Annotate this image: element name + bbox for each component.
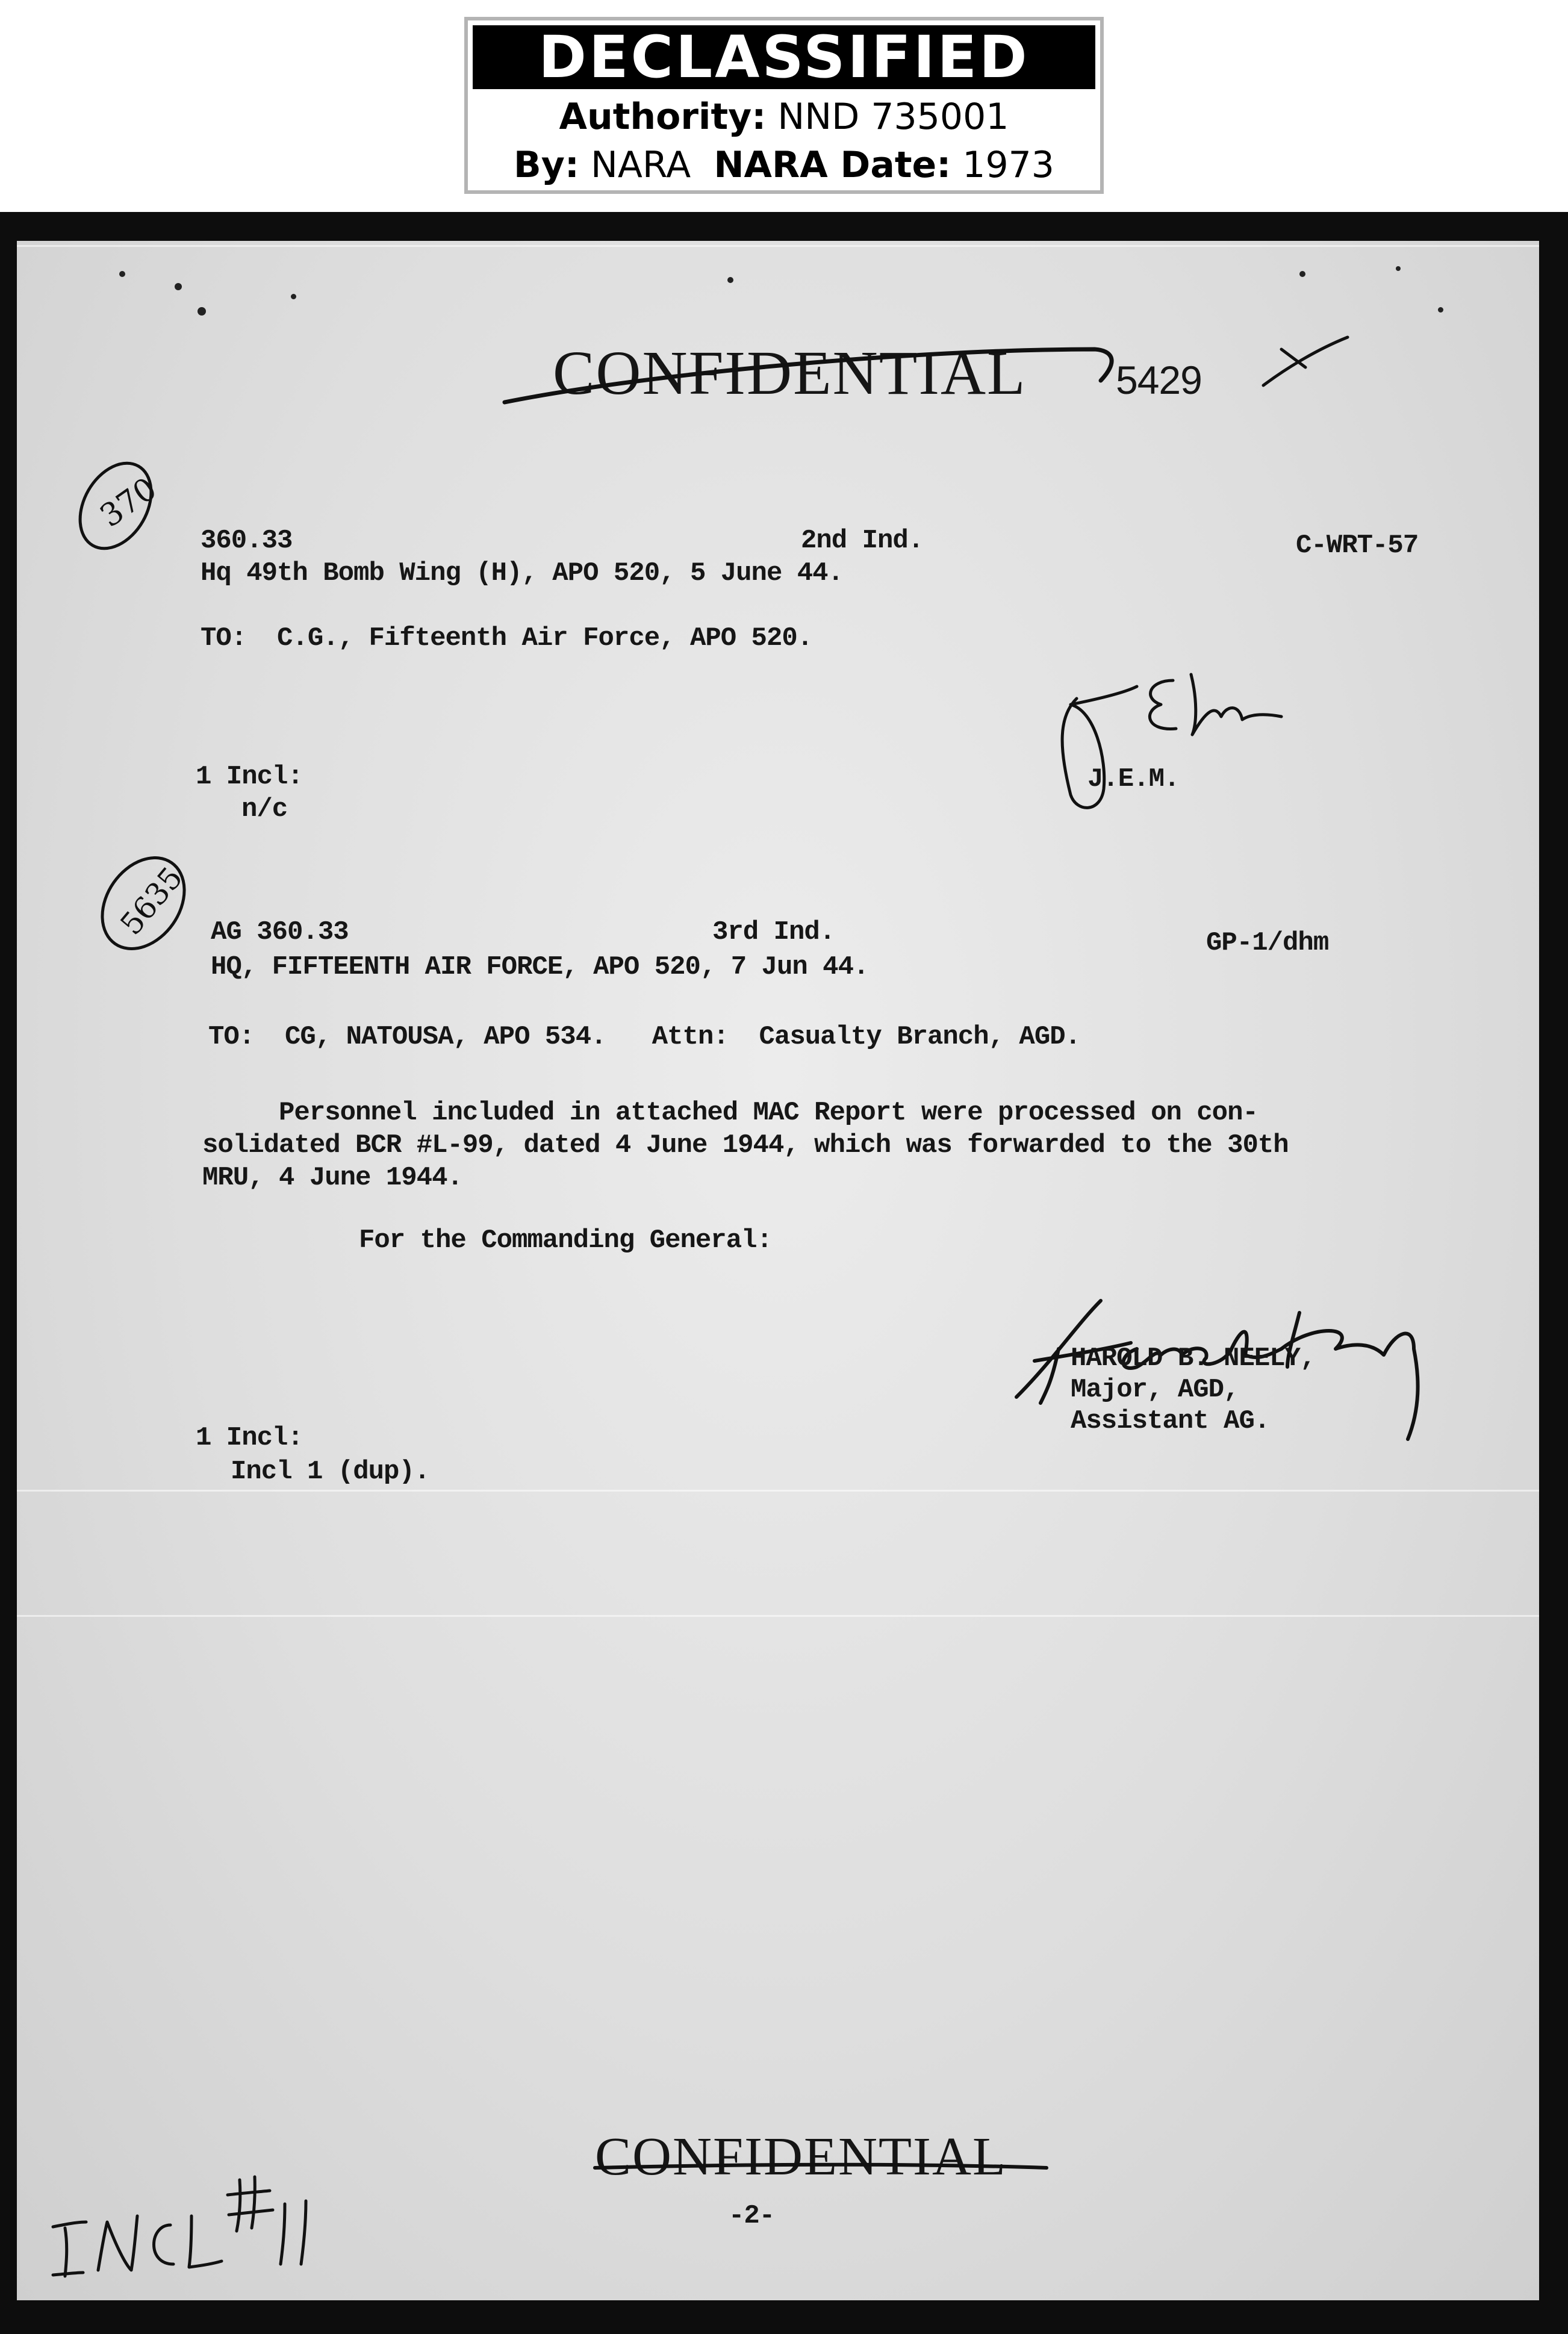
ink-speck: [175, 283, 182, 290]
third-ind-incl-desc: Incl 1 (dup).: [231, 1457, 430, 1487]
stamp-underline-stroke: [493, 325, 1125, 422]
strike-through-stroke: [589, 2150, 1059, 2186]
declassified-stamp: [464, 17, 1104, 194]
second-ind-from-line: Hq 49th Bomb Wing (H), APO 520, 5 June 44.: [201, 558, 843, 588]
second-ind-to-line: TO: C.G., Fifteenth Air Force, APO 520.: [201, 623, 813, 653]
circled-number-370: [65, 452, 173, 560]
second-ind-ref: C-WRT-57: [1296, 531, 1419, 561]
third-ind-body-line-3: MRU, 4 June 1944.: [202, 1163, 462, 1193]
signer-title: Assistant AG.: [1071, 1406, 1270, 1436]
scan-line: [17, 1490, 1539, 1492]
stamp-by-line: [468, 144, 1100, 186]
second-ind-file-no: 360.33: [201, 526, 293, 556]
document-number: 5429: [1116, 358, 1202, 402]
authority-value: NND 735001: [777, 96, 1009, 138]
third-ind-from-line: HQ, FIFTEENTH AIR FORCE, APO 520, 7 Jun 44.: [211, 952, 869, 982]
circled-number-1-text: 370: [93, 470, 164, 535]
by-value: NARA: [590, 144, 691, 186]
check-mark: [1257, 325, 1354, 397]
scanned-page: [0, 212, 1568, 2334]
third-ind-to-line: TO: CG, NATOUSA, APO 534. Attn: Casualty Branch, AGD.: [208, 1022, 1081, 1052]
handwritten-incl-note: [41, 2162, 318, 2282]
classification-top: CONFIDENTIAL: [553, 338, 1027, 408]
authority-label: Authority:: [559, 96, 767, 138]
circled-number-5635: [83, 843, 216, 963]
third-ind-body-line-2: solidated BCR #L-99, dated 4 June 1944, which was forwarded to the 30th: [202, 1130, 1289, 1160]
third-ind-incl-count: 1 Incl:: [196, 1423, 303, 1453]
stamp-authority-line: [468, 96, 1100, 138]
third-ind-file-no: AG 360.33: [211, 917, 349, 947]
signer-name: HAROLD B. NEELY,: [1071, 1343, 1316, 1374]
third-ind-body-line-1: Personnel included in attached MAC Report were processed on con-: [202, 1098, 1258, 1128]
ink-speck: [119, 271, 125, 277]
paper-sheet: [17, 241, 1539, 2300]
circled-number-2-text: 5635: [113, 860, 190, 942]
ink-speck: [291, 294, 296, 299]
ink-speck: [1438, 307, 1443, 313]
third-ind-closing: For the Commanding General:: [359, 1225, 772, 1256]
page-number: -2-: [729, 2201, 775, 2231]
second-ind-label: 2nd Ind.: [801, 526, 924, 556]
third-ind-ref: GP-1/dhm: [1206, 928, 1329, 958]
nara-date-value: 1973: [962, 144, 1054, 186]
second-ind-initials-typed: J.E.M.: [1087, 764, 1180, 794]
ink-speck: [1299, 271, 1305, 277]
second-ind-incl-count: 1 Incl:: [196, 762, 303, 792]
signer-rank: Major, AGD,: [1071, 1375, 1239, 1405]
by-label: By:: [514, 144, 579, 186]
handwritten-initials: [1034, 662, 1287, 819]
third-ind-label: 3rd Ind.: [712, 917, 835, 947]
ink-speck: [1396, 266, 1401, 271]
ink-speck: [198, 307, 206, 316]
stamp-title: DECLASSIFIED: [473, 25, 1095, 89]
ink-speck: [727, 277, 733, 283]
scan-line: [17, 245, 1539, 247]
second-ind-incl-desc: n/c: [241, 794, 288, 824]
nara-date-label: NARA Date:: [714, 144, 951, 186]
classification-bottom: CONFIDENTIAL: [595, 2127, 1007, 2186]
scan-line: [17, 1615, 1539, 1617]
